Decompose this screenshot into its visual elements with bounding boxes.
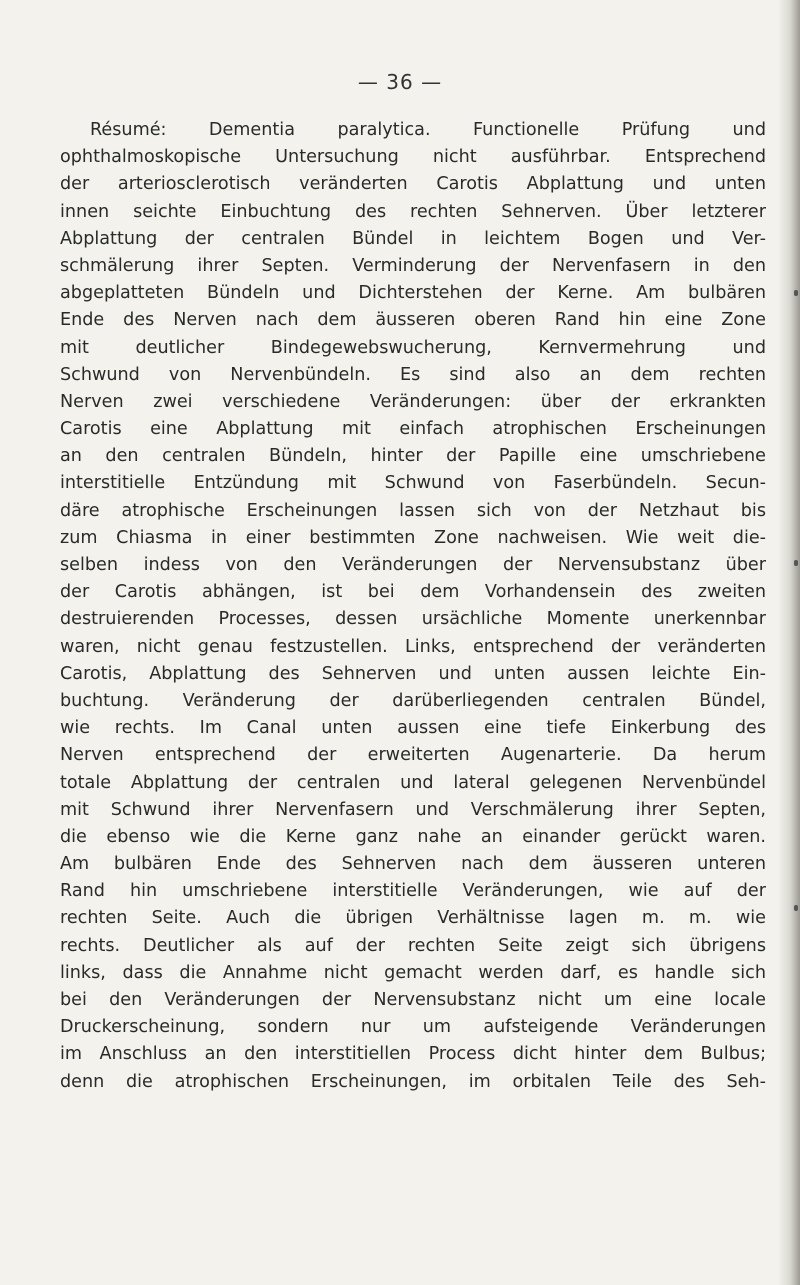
page-edge-speck <box>794 290 798 296</box>
text-line: Nerven entsprechend der erweiterten Augenarterie. Da herum <box>60 745 766 766</box>
text-line: im Anschluss an den interstitiellen Process dicht hinter dem Bulbus; <box>60 1044 766 1065</box>
text-line: rechts. Deutlicher als auf der rechten Seite zeigt sich übrigens <box>60 935 766 956</box>
text-line: ophthalmoskopische Untersuchung nicht ausführbar. Entsprechend <box>60 147 766 168</box>
text-line: der arteriosclerotisch veränderten Carotis Abplattung und unten <box>60 174 766 195</box>
text-line: rechten Seite. Auch die übrigen Verhältnisse lagen m. m. wie <box>60 908 766 929</box>
page-edge-speck <box>794 905 798 911</box>
text-line: der Carotis abhängen, ist bei dem Vorhandensein des zweiten <box>60 582 766 603</box>
text-line: totale Abplattung der centralen und lateral gelegenen Nervenbündel <box>60 772 766 793</box>
text-line: Am bulbären Ende des Sehnerven nach dem äusseren unteren <box>60 854 766 875</box>
text-line: mit deutlicher Bindegewebswucherung, Kernvermehrung und <box>60 337 766 358</box>
text-line: schmälerung ihrer Septen. Verminderung der Nervenfasern in den <box>60 255 766 276</box>
text-line: Rand hin umschriebene interstitielle Veränderungen, wie auf der <box>60 881 766 902</box>
body-text <box>60 117 766 1096</box>
text-line: interstitielle Entzündung mit Schwund von Faserbündeln. Secun- <box>60 473 766 494</box>
text-line: innen seichte Einbuchtung des rechten Sehnerven. Über letzterer <box>60 201 766 222</box>
text-line: däre atrophische Erscheinungen lassen sich von der Netzhaut bis <box>60 500 766 521</box>
text-line: mit Schwund ihrer Nervenfasern und Verschmälerung ihrer Septen, <box>60 799 766 820</box>
text-line: Résumé: Dementia paralytica. Functionelle Prüfung und <box>90 120 766 140</box>
page-edge-shadow <box>778 0 800 1285</box>
text-line: Schwund von Nervenbündeln. Es sind also an dem rechten <box>60 364 766 385</box>
text-line: Nerven zwei verschiedene Veränderungen: über der erkrankten <box>60 391 766 412</box>
text-line: bei den Veränderungen der Nervensubstanz nicht um eine locale <box>60 990 766 1010</box>
text-line: Abplattung der centralen Bündel in leichtem Bogen und Ver- <box>60 228 766 249</box>
text-line: Carotis eine Abplattung mit einfach atrophischen Erscheinungen <box>60 419 766 440</box>
text-line: waren, nicht genau festzustellen. Links, entsprechend der veränderten <box>60 636 766 657</box>
text-line: Ende des Nerven nach dem äusseren oberen Rand hin eine Zone <box>60 310 766 331</box>
page-number: — 36 — <box>357 70 443 94</box>
text-line: destruierenden Processes, dessen ursächliche Momente unerkennbar <box>60 609 766 630</box>
text-line: abgeplatteten Bündeln und Dichterstehen der Kerne. Am bulbären <box>60 283 766 304</box>
page-edge-speck <box>794 560 798 566</box>
text-line: wie rechts. Im Canal unten aussen eine tiefe Einkerbung des <box>60 718 766 739</box>
text-line: Carotis, Abplattung des Sehnerven und unten aussen leichte Ein- <box>60 663 766 684</box>
text-line: Druckerscheinung, sondern nur um aufsteigende Veränderungen <box>60 1017 766 1038</box>
text-line: buchtung. Veränderung der darüberliegenden centralen Bündel, <box>60 690 766 711</box>
text-line: links, dass die Annahme nicht gemacht werden darf, es handle sich <box>60 962 766 983</box>
text-line: zum Chiasma in einer bestimmten Zone nachweisen. Wie weit die- <box>60 527 766 548</box>
text-line: denn die atrophischen Erscheinungen, im orbitalen Teile des Seh- <box>60 1071 766 1092</box>
text-line: an den centralen Bündeln, hinter der Papille eine umschriebene <box>60 446 766 467</box>
text-line: die ebenso wie die Kerne ganz nahe an einander gerückt waren. <box>60 826 766 847</box>
text-line: selben indess von den Veränderungen der Nervensubstanz über <box>60 555 766 575</box>
